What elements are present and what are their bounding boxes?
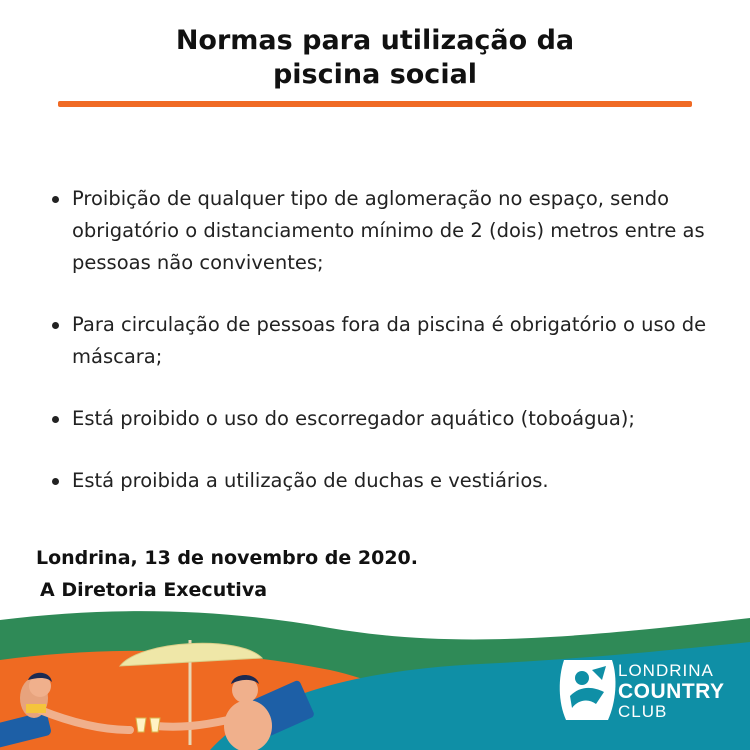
club-logo-text [618,662,725,720]
signature-date: Londrina, 13 de novembro de 2020. [36,547,418,569]
rule-item: Está proibida a utilização de duchas e vestiários. [50,465,720,497]
club-logo-icon [556,656,622,724]
club-logo [556,656,746,730]
page-title-line1: Normas para utilização da [175,25,575,56]
title-divider [58,101,692,107]
logo-line2: COUNTRY [618,680,725,703]
rules-list [50,183,720,497]
page-title-line2: piscina social [272,59,478,90]
logo-line1: LONDRINA [618,661,714,680]
rule-item: Para circulação de pessoas fora da piscina é obrigatório o uso de máscara; [50,309,720,373]
logo-line3: CLUB [618,702,668,721]
rule-item: Proibição de qualquer tipo de aglomeração no espaço, sendo obrigatório o distanciamento mínimo de 2 (dois) metros entre as pessoas não conviventes; [50,183,720,279]
signature-board: A Diretoria Executiva [40,579,268,601]
signature-block [36,542,418,606]
page-title [0,24,750,92]
rule-item: Está proibido o uso do escorregador aquático (toboágua); [50,403,720,435]
